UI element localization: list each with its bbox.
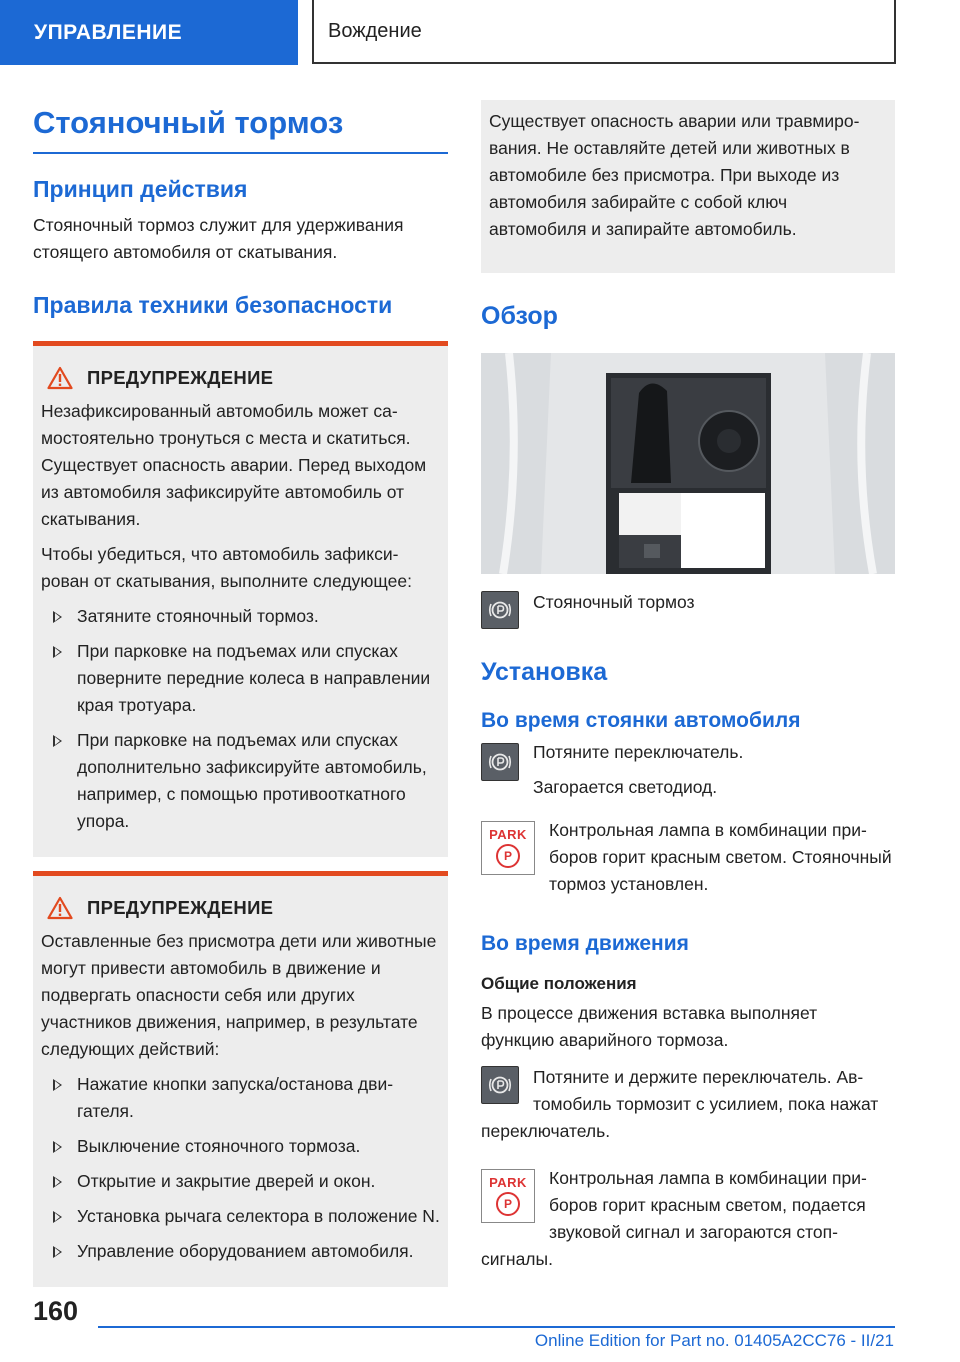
section-label: Вождение xyxy=(312,0,896,64)
list-item-text: Установка рычага селектора в положение N. xyxy=(77,1206,440,1227)
driving-heading: Во время движения xyxy=(481,932,689,955)
driving-lamp xyxy=(481,1165,895,1273)
list-item xyxy=(41,1168,440,1195)
list-item xyxy=(41,638,440,719)
principle-text: Стояночный тормоз служит для удерживания стоящего автомобиля от скатывания. xyxy=(33,214,404,262)
warning-text: Оставленные без присмотра дети или животные могут привести автомобиль в движение и подвергать опасности себя или других участников движения, например, в результате следующих действий: xyxy=(41,931,437,1060)
list-item-text: При парковке на подъемах или спусках поверните передние колеса в направлении края тротуара. xyxy=(77,641,431,716)
parked-step-text xyxy=(533,743,743,809)
left-column xyxy=(33,100,448,1287)
bullet-arrow-icon xyxy=(53,1079,62,1091)
list-item xyxy=(41,1238,440,1265)
footer-divider xyxy=(98,1326,895,1328)
chapter-tab: УПРАВЛЕНИЕ xyxy=(0,0,298,65)
instruction-text: Потяните переключатель. xyxy=(533,742,744,762)
switch-label: Стояночный тормоз xyxy=(533,592,695,612)
list-item-text: Нажатие кнопки запуска/останова двигателя. xyxy=(77,1074,394,1122)
parked-heading: Во время стоянки автомобиля xyxy=(481,709,801,732)
park-lamp-letter: P xyxy=(496,844,520,868)
warning-header xyxy=(47,366,440,390)
warning-icon xyxy=(47,896,73,920)
bullet-arrow-icon xyxy=(53,1246,62,1258)
warning-title: ПРЕДУПРЕЖДЕНИЕ xyxy=(87,367,274,389)
switch-legend xyxy=(481,591,895,629)
list-item xyxy=(41,1203,440,1230)
warning-box-2 xyxy=(33,871,448,1287)
list-item xyxy=(41,603,440,630)
warning-continuation xyxy=(481,100,895,273)
instruction-text: Загорается светодиод. xyxy=(533,777,718,797)
principle-heading: Принцип действия xyxy=(33,176,248,203)
center-console-photo xyxy=(481,353,895,574)
warning-list xyxy=(41,603,440,835)
warning-text: Незафиксированный автомобиль может самостоятельно тронуться с места и скатиться. Существует опасность аварии. Перед выходом из автомобиля зафиксируйте автомобиль от скатывания. xyxy=(41,401,427,530)
bullet-arrow-icon xyxy=(53,735,62,747)
instruction-text: Контрольная лампа в комбинации приборов горит красным светом, подается звуковой сигнал и загораются стоп-сигналы. xyxy=(481,1168,867,1269)
driving-step xyxy=(481,1064,895,1153)
park-lamp-label: PARK xyxy=(489,827,527,842)
bullet-arrow-icon xyxy=(53,646,62,658)
park-lamp-letter: P xyxy=(496,1192,520,1216)
list-item xyxy=(41,1071,440,1125)
parked-step xyxy=(481,743,895,809)
warning-box-1 xyxy=(33,341,448,857)
bullet-arrow-icon xyxy=(53,1141,62,1153)
safety-heading: Правила техники безопасности xyxy=(33,291,393,318)
list-item-text: При парковке на подъемах или спусках дополнительно зафиксируйте автомобиль, например, с помощью противооткатного упора. xyxy=(77,730,427,832)
warning-title: ПРЕДУПРЕЖДЕНИЕ xyxy=(87,897,274,919)
list-item-text: Открытие и закрытие дверей и окон. xyxy=(77,1171,376,1192)
page-number: 160 xyxy=(33,1296,79,1326)
park-warning-lamp-icon xyxy=(481,1169,535,1223)
bullet-arrow-icon xyxy=(53,611,62,623)
list-item xyxy=(41,1133,440,1160)
general-text: В процессе движения вставка выполняет функцию аварийного тормоза. xyxy=(481,1003,818,1050)
list-item-text: Затяните стояночный тормоз. xyxy=(77,606,319,627)
list-item-text: Выключение стояночного тормоза. xyxy=(77,1136,361,1157)
park-lamp-label: PARK xyxy=(489,1175,527,1190)
park-warning-lamp-icon xyxy=(481,821,535,875)
warning-text: Существует опасность аварии или травмирования. Не оставляйте детей или животных в автомобиле без присмотра. При выходе из автомобиля забирайте с собой ключ автомобиля и запирайте автомобиль. xyxy=(489,111,860,239)
edition-note: Online Edition for Part no. 01405A2CC76 - II/21 xyxy=(534,1331,894,1350)
parking-brake-switch-icon xyxy=(481,743,519,781)
warning-icon xyxy=(47,366,73,390)
warning-header xyxy=(47,896,440,920)
warning-list xyxy=(41,1071,440,1265)
parked-lamp xyxy=(481,821,895,906)
bullet-arrow-icon xyxy=(53,1176,62,1188)
overview-heading: Обзор xyxy=(481,302,558,330)
bullet-arrow-icon xyxy=(53,1211,62,1223)
setting-heading: Установка xyxy=(481,658,608,686)
parking-brake-switch-icon xyxy=(481,1066,519,1104)
page-title: Стояночный тормоз xyxy=(33,106,448,154)
general-heading: Общие положения xyxy=(481,974,637,993)
warning-text: Чтобы убедиться, что автомобиль зафиксирован от скатывания, выполните следующее: xyxy=(41,544,412,592)
list-item-text: Управление оборудованием автомобиля. xyxy=(77,1241,414,1262)
instruction-text: Контрольная лампа в комбинации приборов горит красным светом. Стояночный тормоз установлен. xyxy=(549,820,892,894)
parking-brake-switch-icon xyxy=(481,591,519,629)
list-item xyxy=(41,727,440,835)
right-column xyxy=(481,100,895,1281)
instruction-text: Потяните и держите переключатель. Автомобиль тормозит с усилием, пока нажат переключатель. xyxy=(481,1067,879,1141)
